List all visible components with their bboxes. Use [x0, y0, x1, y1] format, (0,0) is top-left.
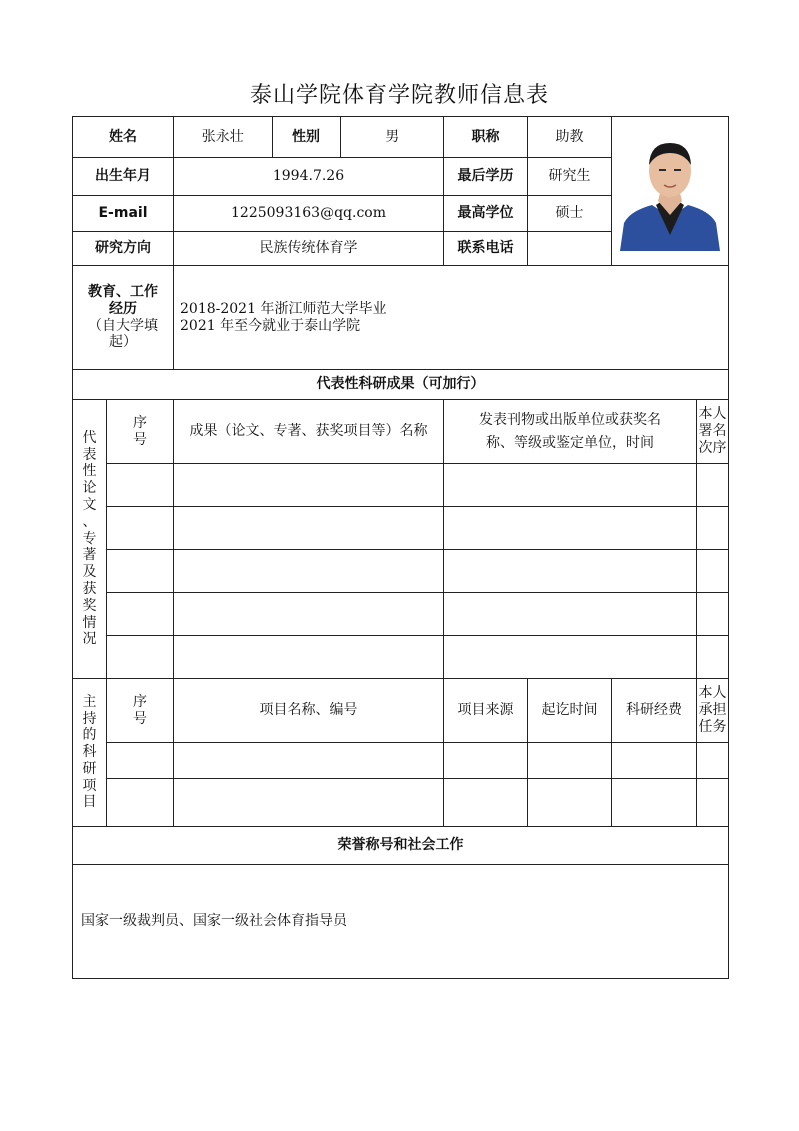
- projects-col-funds: 科研经费: [612, 679, 697, 743]
- projects-col-no: 序 号: [107, 679, 174, 743]
- experience-label-line3: （自大学填: [88, 317, 158, 334]
- projects-col-role: 本人 承担 任务: [697, 679, 729, 743]
- honors-header: 荣誉称号和社会工作: [73, 827, 729, 865]
- phone-value: [528, 232, 612, 266]
- projects-col-name: 项目名称、编号: [174, 679, 444, 743]
- name-value: 张永壮: [174, 117, 272, 157]
- email-label: E-mail: [73, 196, 174, 232]
- table-row: [73, 743, 729, 779]
- projects-col-source: 项目来源: [444, 679, 528, 743]
- table-row: [73, 636, 729, 679]
- experience-label: [73, 266, 174, 370]
- phone-label: 联系电话: [444, 232, 528, 266]
- gender-label: 性别: [272, 117, 340, 157]
- edu-label: 最后学历: [444, 158, 528, 196]
- honors-content: 国家一级裁判员、国家一级社会体育指导员: [73, 865, 729, 979]
- degree-label: 最高学位: [444, 196, 528, 232]
- research-value: 民族传统体育学: [174, 232, 444, 266]
- table-row: [73, 550, 729, 593]
- birth-value: 1994.7.26: [174, 158, 444, 196]
- name-label: 姓名: [73, 117, 174, 158]
- projects-col-time: 起讫时间: [528, 679, 612, 743]
- table-row: [73, 779, 729, 827]
- experience-content: [174, 266, 729, 370]
- results-col-name: 成果（论文、专著、获奖项目等）名称: [174, 400, 444, 464]
- results-col-publication: 发表刊物或出版单位或获奖名 称、等级或鉴定单位，时间: [444, 400, 697, 464]
- experience-label-line2: 经历: [109, 300, 137, 317]
- research-label: 研究方向: [73, 232, 174, 266]
- portrait-photo-icon: [614, 131, 726, 251]
- page-title: 泰山学院体育学院教师信息表: [249, 83, 549, 108]
- research-results-header: 代表性科研成果（可加行）: [73, 370, 729, 400]
- table-row: [73, 507, 729, 550]
- research-results-side-label: 代 表 性 论 文 、 专 著 及 获 奖 情 况: [73, 400, 107, 679]
- email-value: 1225093163@qq.com: [174, 196, 444, 232]
- results-col-rank: 本人 署名 次序: [697, 400, 729, 464]
- rank-label: 职称: [444, 117, 528, 158]
- portrait-photo: [612, 117, 729, 266]
- experience-label-line4: 起）: [109, 334, 137, 351]
- projects-side-label: 主 持 的 科 研 项 目: [73, 679, 107, 827]
- experience-line: 2021 年至今就业于泰山学院: [180, 317, 361, 334]
- teacher-info-table: [72, 116, 729, 979]
- degree-value: 硕士: [528, 196, 612, 232]
- results-col-no: 序 号: [107, 400, 174, 464]
- rank-value: 助教: [528, 117, 612, 158]
- gender-value: 男: [385, 128, 400, 145]
- experience-label-line1: 教育、工作: [88, 283, 158, 300]
- birth-label: 出生年月: [73, 158, 174, 196]
- edu-value: 研究生: [528, 158, 612, 196]
- table-row: [73, 593, 729, 636]
- table-row: [73, 464, 729, 507]
- experience-line: 2018-2021 年浙江师范大学毕业: [180, 300, 387, 317]
